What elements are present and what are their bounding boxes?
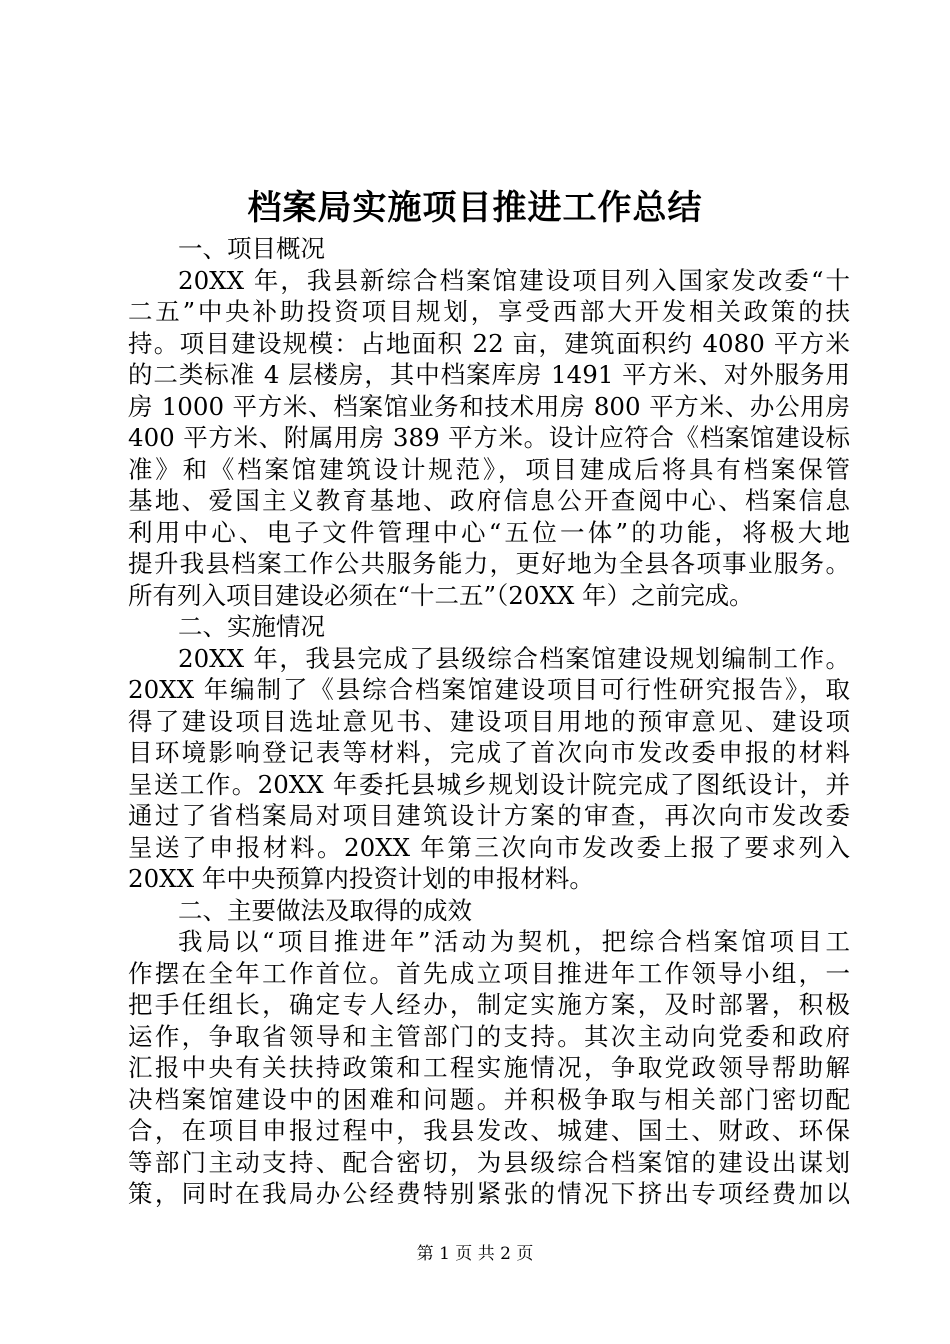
text-line: 汇报中央有关扶持政策和工程实施情况，争取党政领导帮助解: [128, 1053, 850, 1082]
text-line: 20XX 年，我县新综合档案馆建设项目列入国家发改委“十: [178, 265, 850, 295]
text-line: 呈送了申报材料。20XX 年第三次向市发改委上报了要求列入: [128, 832, 850, 862]
text-line: 得了建设项目选址意见书、建设项目用地的预审意见、建设项: [128, 706, 850, 736]
text-line: 的二类标准 4 层楼房，其中档案库房 1491 平方米、对外服务用: [128, 360, 850, 389]
page-footer: 第 1 页 共 2 页: [416, 1244, 534, 1264]
text-line: 准》和《档案馆建筑设计规范》，项目建成后将具有档案保管: [128, 454, 850, 484]
text-line: 目环境影响登记表等材料，完成了首次向市发改委申报的材料: [128, 738, 850, 767]
text-line: 所有列入项目建设必须在“十二五”（20XX 年）之前完成。: [128, 580, 754, 610]
document-title: 档案局实施项目推进工作总结: [247, 188, 703, 228]
document-body: [128, 233, 850, 1210]
text-line: 利用中心、电子文件管理中心“五位一体”的功能，将极大地: [128, 517, 850, 547]
text-line: 我局以“项目推进年”活动为契机，把综合档案馆项目工: [178, 927, 850, 956]
text-line: 房 1000 平方米、档案馆业务和技术用房 800 平方米、办公用房: [128, 391, 850, 421]
text-line: 等部门主动支持、配合密切，为县级综合档案馆的建设出谋划: [128, 1147, 850, 1177]
text-line: 把手任组长，确定专人经办，制定实施方案，及时部署，积极: [128, 990, 850, 1019]
text-line: 作摆在全年工作首位。首先成立项目推进年工作领导小组，一: [128, 958, 850, 988]
text-line: 基地、爱国主义教育基地、政府信息公开查阅中心、档案信息: [128, 486, 850, 515]
text-line: 持。项目建设规模：占地面积 22 亩，建筑面积约 4080 平方米: [128, 328, 850, 358]
section-heading: 二、实施情况: [178, 612, 325, 641]
text-line: 20XX 年，我县完成了县级综合档案馆建设规划编制工作。: [178, 643, 850, 673]
text-line: 呈送工作。20XX 年委托县城乡规划设计院完成了图纸设计，并: [128, 769, 850, 799]
text-line: 提升我县档案工作公共服务能力，更好地为全县各项事业服务。: [128, 549, 850, 578]
text-line: 20XX 年编制了《县综合档案馆建设项目可行性研究报告》，取: [128, 675, 850, 704]
section-heading: 一、项目概况: [178, 234, 325, 263]
text-line: 合，在项目申报过程中，我县发改、城建、国土、财政、环保: [128, 1116, 850, 1145]
text-line: 400 平方米、附属用房 389 平方米。设计应符合《档案馆建设标: [128, 423, 850, 452]
text-line: 通过了省档案局对项目建筑设计方案的审查，再次向市发改委: [128, 801, 850, 830]
text-line: 二五”中央补助投资项目规划，享受西部大开发相关政策的扶: [128, 297, 850, 326]
text-line: 运作，争取省领导和主管部门的支持。其次主动向党委和政府: [128, 1021, 850, 1051]
section-heading: 二、主要做法及取得的成效: [178, 895, 472, 925]
text-line: 20XX 年中央预算内投资计划的申报材料。: [128, 864, 594, 893]
text-line: 决档案馆建设中的困难和问题。并积极争取与相关部门密切配: [128, 1084, 850, 1114]
text-line: 策，同时在我局办公经费特别紧张的情况下挤出专项经费加以: [128, 1179, 850, 1208]
